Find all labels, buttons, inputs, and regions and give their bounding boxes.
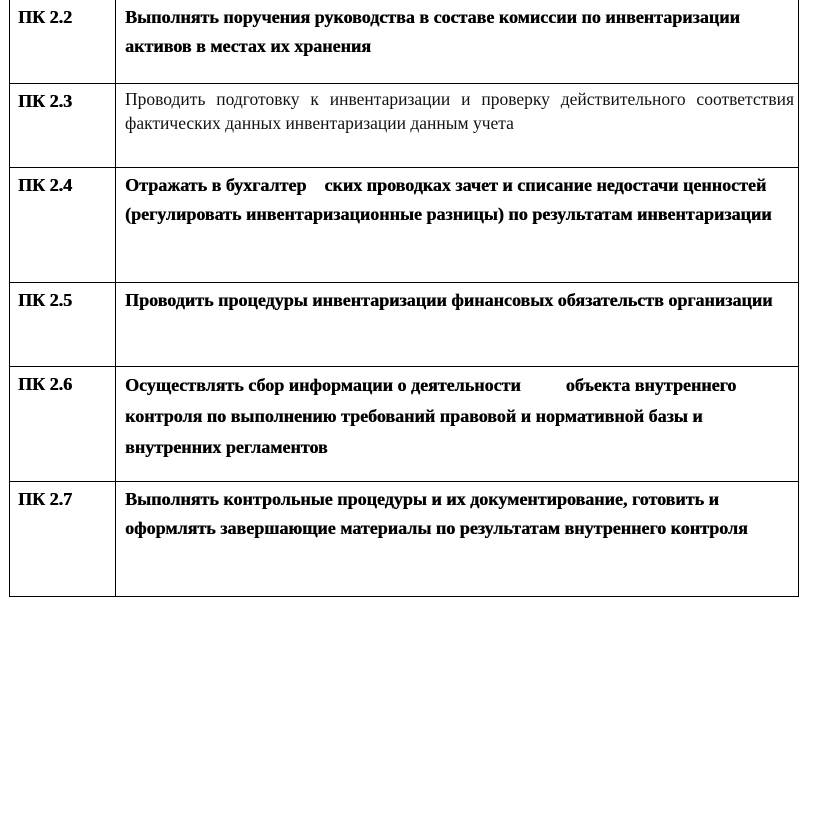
competency-description: Проводить процедуры инвентаризации финансовых обязательств организации [125,289,773,310]
description-cell [116,0,799,83]
competency-description: Осуществлять сбор информации о деятельности объекта внутреннего контроля по выполнению требований правовой и нормативной базы и внутренних регламентов [125,374,741,457]
table-row [10,282,799,366]
table-row [10,0,799,83]
description-cell [116,282,799,366]
description-cell [116,167,799,282]
description-cell [116,366,799,481]
table-row [10,366,799,481]
table-row [10,83,799,167]
code-cell [10,167,116,282]
table-row [10,481,799,596]
competency-table [9,0,799,597]
competency-description: Отражать в бухгалтер ских проводках зачет и списание недостачи ценностей (регулировать инвентаризационные разницы) по результатам инвентаризации [125,174,772,224]
description-cell [116,83,799,167]
competency-description: Проводить подготовку к инвентаризации и проверку действительного соответствия фактических данных инвентаризации данным учета [125,88,794,133]
description-cell [116,481,799,596]
competency-code: ПК 2.4 [18,174,73,195]
competency-description: Выполнять поручения руководства в составе комиссии по инвентаризации активов в местах их хранения [125,7,740,56]
code-cell [10,481,116,596]
table-row [10,167,799,282]
competency-code: ПК 2.3 [18,90,73,111]
competency-code: ПК 2.6 [18,373,73,394]
code-cell [10,366,116,481]
competency-code: ПК 2.7 [18,488,73,509]
competency-code: ПК 2.2 [18,7,73,27]
code-cell [10,83,116,167]
competency-description: Выполнять контрольные процедуры и их документирование, готовить и оформлять завершающие материалы по результатам внутреннего контроля [125,488,748,538]
code-cell [10,282,116,366]
code-cell [10,0,116,83]
competency-code: ПК 2.5 [18,289,73,310]
